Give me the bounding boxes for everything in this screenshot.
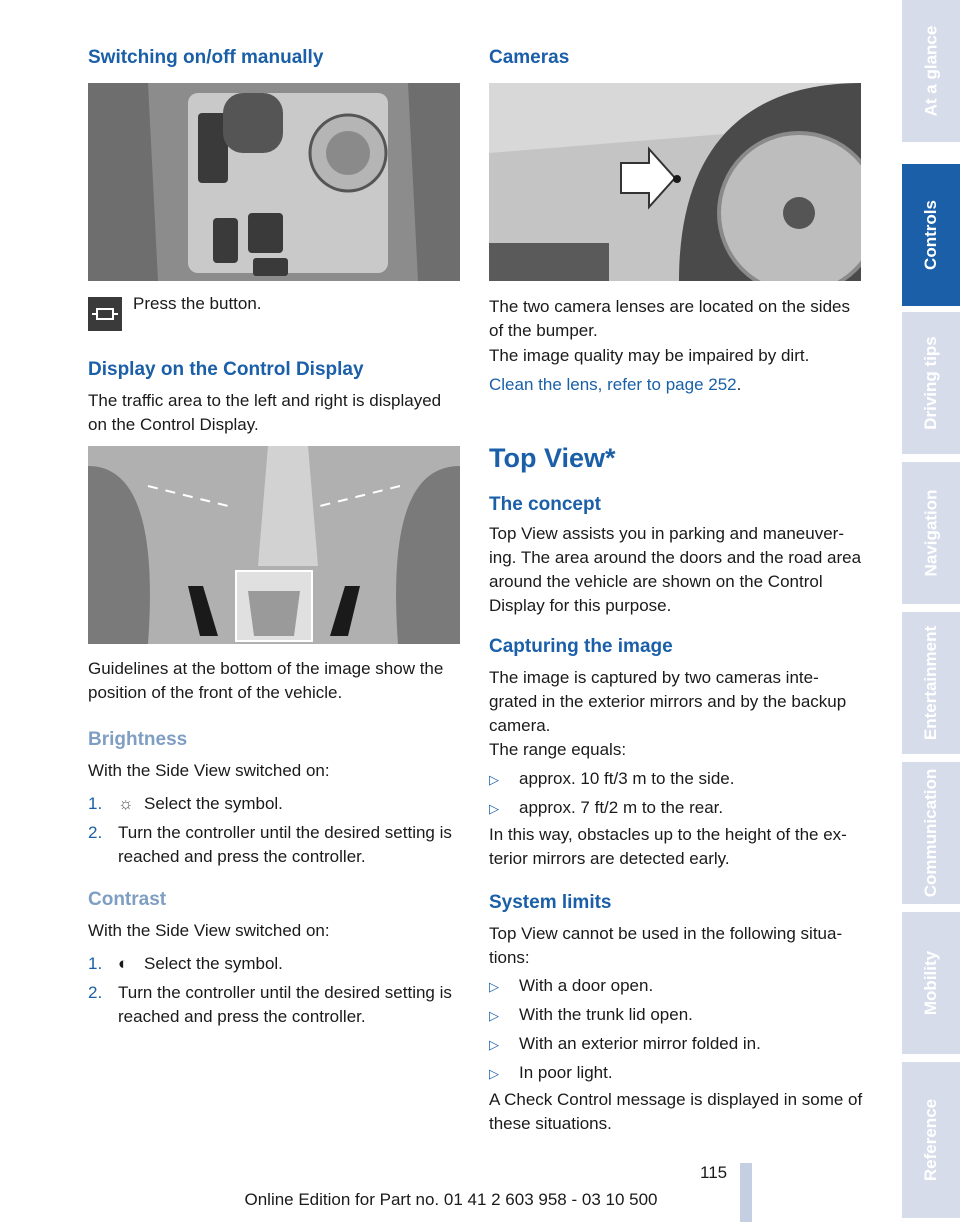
limits-item: ▷ With a door open. xyxy=(489,974,653,999)
range-item: ▷ approx. 7 ft/2 m to the rear. xyxy=(489,796,723,821)
step-text: Turn the controller until the desired setting is reached and press the controller. xyxy=(118,983,452,1026)
limits-item: ▷ In poor light. xyxy=(489,1061,613,1086)
tab-entertainment[interactable]: Entertainment xyxy=(902,612,960,758)
tab-driving-tips[interactable]: Driving tips xyxy=(902,312,960,458)
press-button-text: Press the button. xyxy=(133,294,262,313)
heading-brightness: Brightness xyxy=(88,729,188,750)
step-text: Turn the controller until the desired setting is reached and press the controller. xyxy=(118,823,452,866)
tab-reference[interactable]: Reference xyxy=(902,1062,960,1222)
tab-controls[interactable]: Controls xyxy=(902,164,960,310)
step-number: 2. xyxy=(88,983,103,1002)
chapter-tabs xyxy=(902,0,960,1222)
contrast-step-1 xyxy=(88,952,463,976)
limits-item: ▷ With the trunk lid open. xyxy=(489,1003,693,1028)
contrast-step-2 xyxy=(88,981,463,1029)
heading-switching-manually: Switching on/off manually xyxy=(88,47,324,68)
step-text: Select the symbol. xyxy=(144,794,283,813)
heading-cameras: Cameras xyxy=(489,47,570,68)
contrast-intro: With the Side View switched on: xyxy=(88,921,330,940)
bullet-triangle-icon: ▷ xyxy=(489,1037,499,1052)
heading-concept: The concept xyxy=(489,494,601,515)
concept-paragraph: Top View assists you in parking and maneuver-ing. The area around the doors and the road area around the vehicle are shown on the Control Display for this purpose. xyxy=(489,524,862,615)
limits-after-paragraph: A Check Control message is displayed in some of these situations. xyxy=(489,1090,863,1133)
bullet-triangle-icon: ▷ xyxy=(489,1066,499,1081)
footer-edition: Online Edition for Part no. 01 41 2 603 958 - 03 10 500 xyxy=(244,1190,658,1209)
tab-at-a-glance[interactable]: At a glance xyxy=(902,0,960,146)
cameras-paragraph-2: The image quality may be impaired by dirt. xyxy=(489,346,810,365)
brightness-step-1 xyxy=(88,792,463,816)
step-number: 2. xyxy=(88,823,103,842)
bullet-triangle-icon: ▷ xyxy=(489,979,499,994)
limits-item: ▷ With an exterior mirror folded in. xyxy=(489,1032,761,1057)
bullet-triangle-icon: ▷ xyxy=(489,801,499,816)
guidelines-paragraph: Guidelines at the bottom of the image show the position of the front of the vehicle. xyxy=(88,659,444,702)
bullet-triangle-icon: ▷ xyxy=(489,772,499,787)
tab-communication[interactable]: Communication xyxy=(902,762,960,908)
page-number: 115 xyxy=(700,1163,728,1182)
heading-contrast: Contrast xyxy=(88,889,167,910)
range-intro: The range equals: xyxy=(489,740,627,759)
side-view-display-figure xyxy=(88,446,460,644)
cameras-paragraph-1: The two camera lenses are located on the sides of the bumper. xyxy=(489,297,850,340)
sun-icon: ☼ xyxy=(118,794,134,813)
heading-capturing: Capturing the image xyxy=(489,636,673,657)
tab-navigation[interactable]: Navigation xyxy=(902,462,960,608)
range-after-paragraph: In this way, obstacles up to the height of the ex-terior mirrors are detected early. xyxy=(489,825,847,868)
display-paragraph: The traffic area to the left and right is displayed on the Control Display. xyxy=(88,391,442,434)
bullet-triangle-icon: ▷ xyxy=(489,1008,499,1023)
contrast-icon: ◐ xyxy=(118,954,129,973)
range-item: ▷ approx. 10 ft/3 m to the side. xyxy=(489,767,734,792)
brightness-intro: With the Side View switched on: xyxy=(88,761,330,780)
heading-system-limits: System limits xyxy=(489,892,612,913)
tab-mobility[interactable]: Mobility xyxy=(902,912,960,1058)
brightness-step-2 xyxy=(88,821,463,869)
console-button-figure xyxy=(88,83,460,281)
step-number: 1. xyxy=(88,954,103,973)
camera-location-figure xyxy=(489,83,861,281)
cameras-reference: Clean the lens, refer to page 252. xyxy=(489,375,742,394)
capturing-paragraph: The image is captured by two cameras inte-grated in the exterior mirrors and by the backup camera. xyxy=(489,668,847,735)
side-view-button-icon xyxy=(88,297,122,331)
heading-top-view: Top View* xyxy=(489,443,616,473)
clean-lens-link[interactable]: Clean the lens, refer to page 252 xyxy=(489,375,737,394)
limits-intro: Top View cannot be used in the following situa-tions: xyxy=(489,924,843,967)
step-text: Select the symbol. xyxy=(144,954,283,973)
step-number: 1. xyxy=(88,794,103,813)
heading-display-control: Display on the Control Display xyxy=(88,359,364,380)
